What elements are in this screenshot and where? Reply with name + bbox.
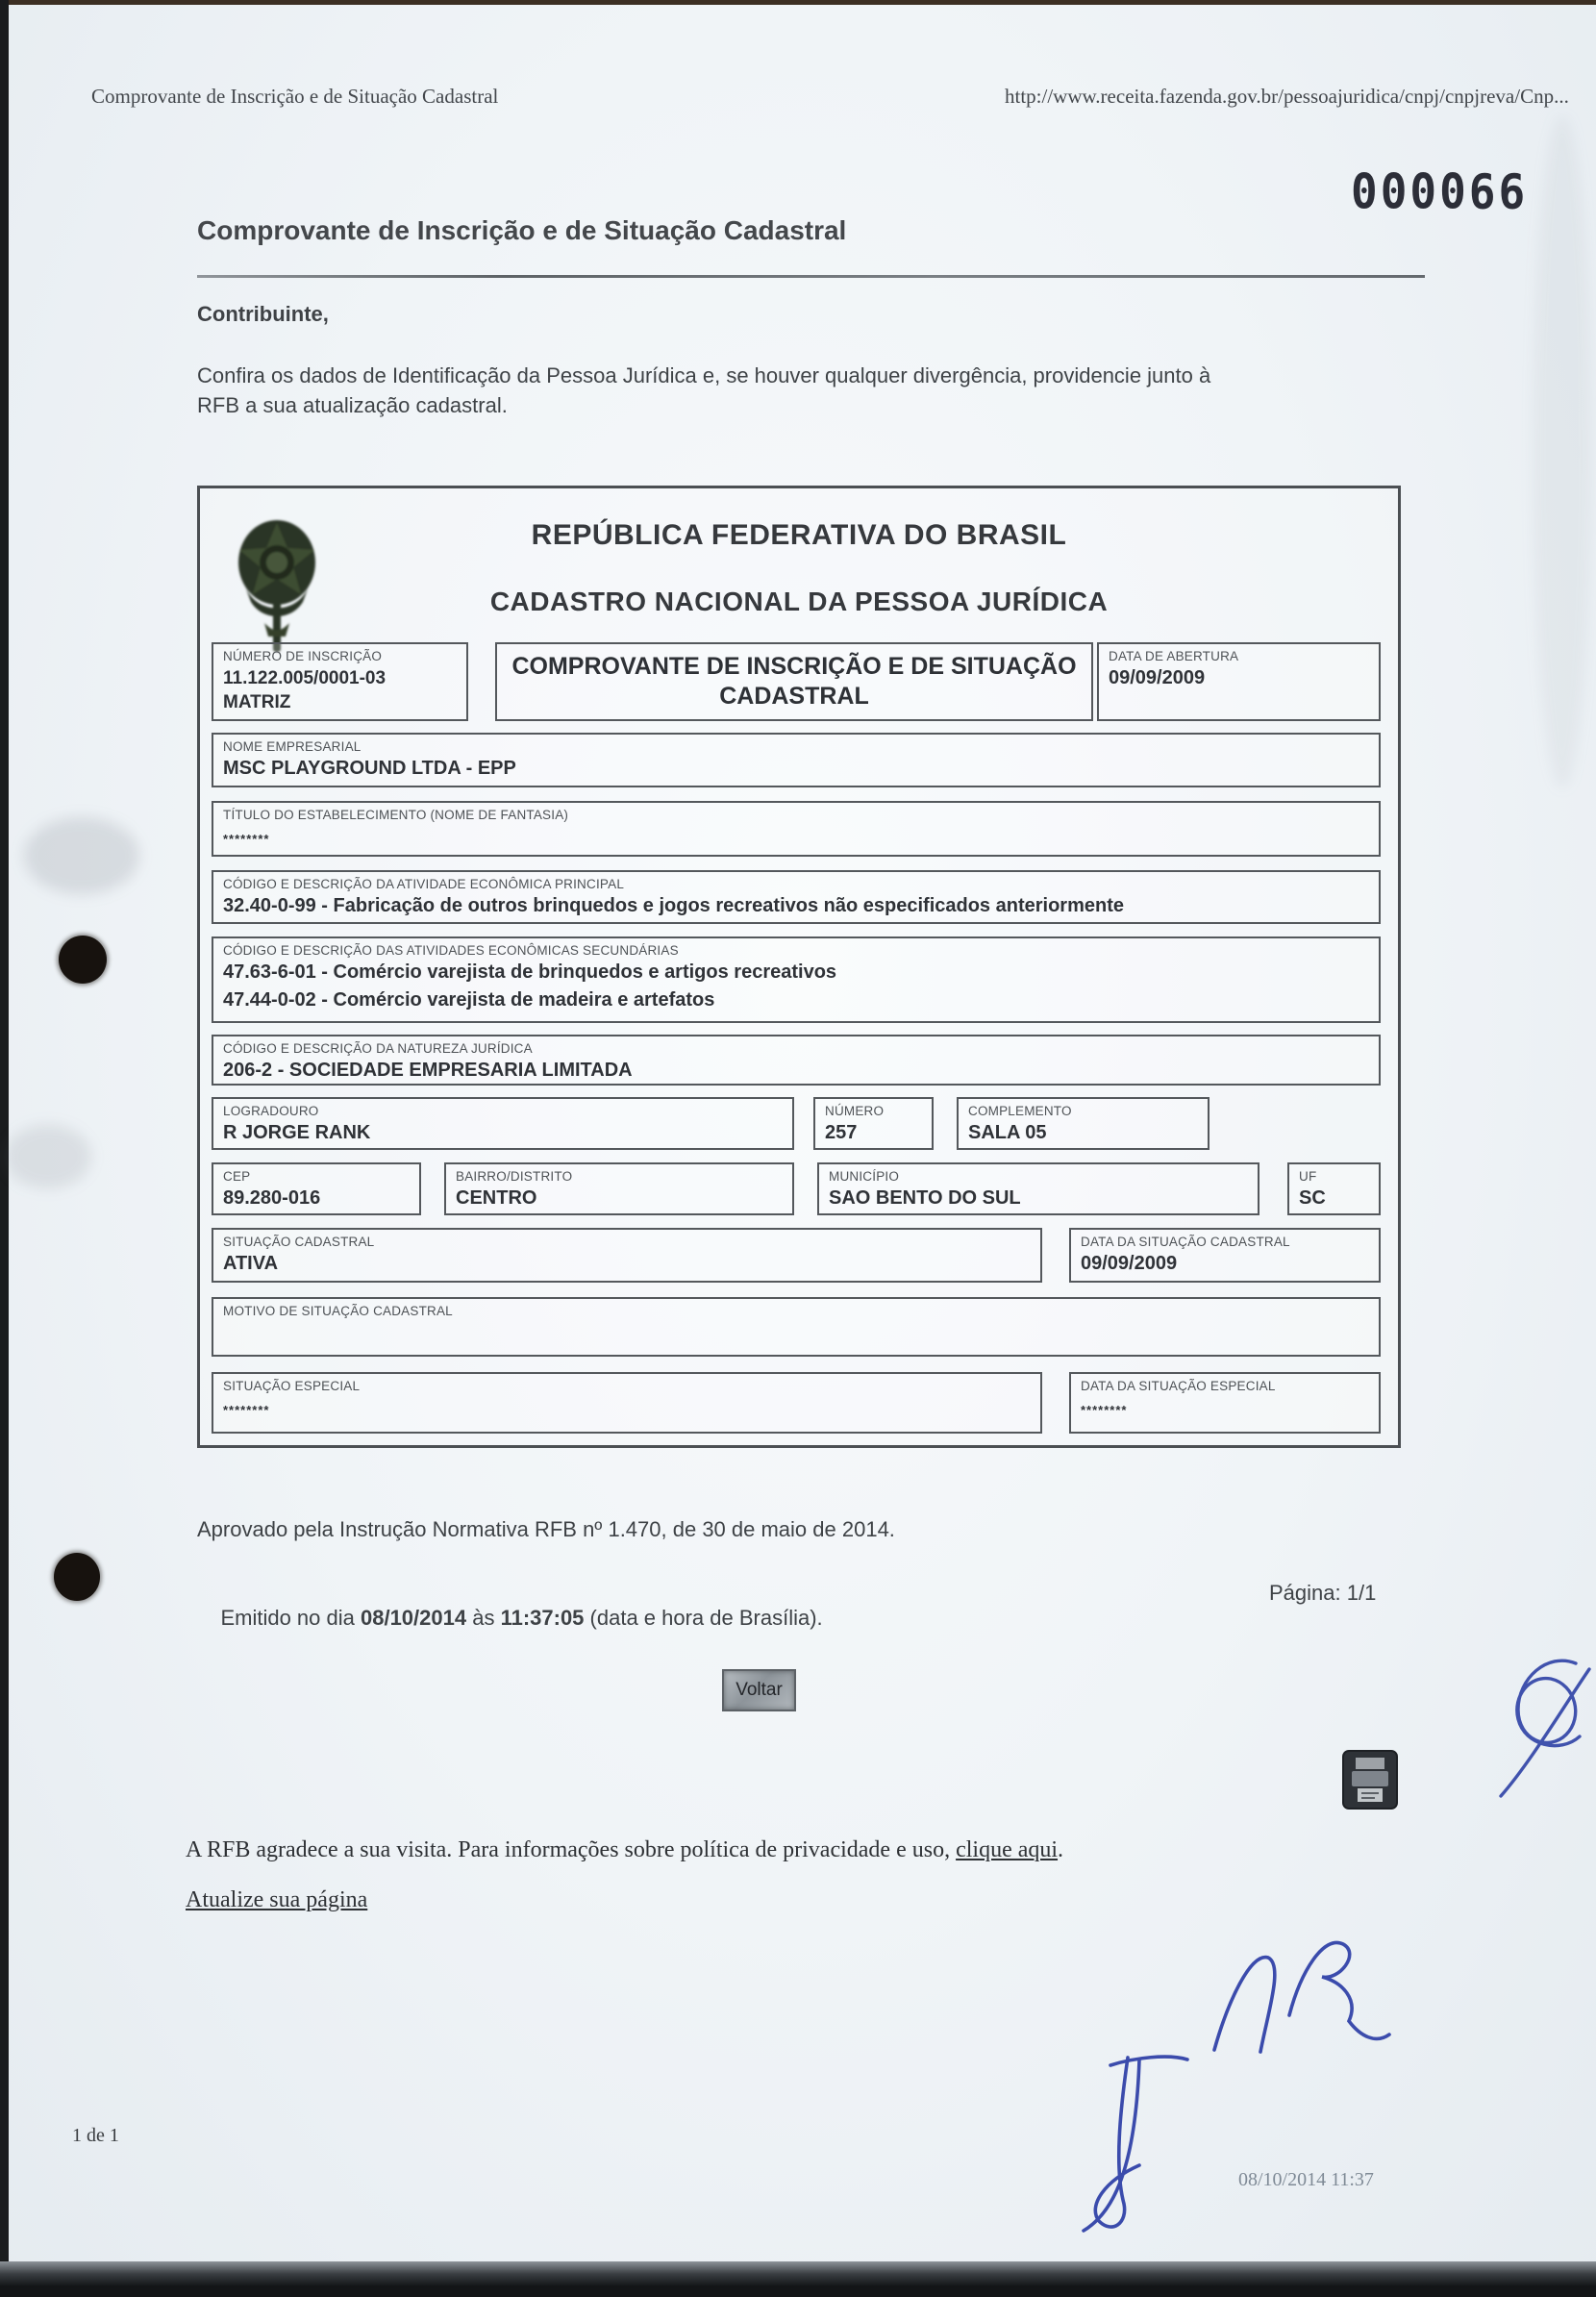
- atualize-pagina-link[interactable]: Atualize sua página: [186, 1887, 368, 1912]
- scan-edge-top: [0, 0, 1596, 5]
- print-header-title: Comprovante de Inscrição e de Situação Cadastral: [91, 85, 499, 108]
- field-value: ATIVA: [223, 1253, 279, 1274]
- scan-smudge: [24, 817, 139, 894]
- doc-type-line1: COMPROVANTE DE INSCRIÇÃO E DE SITUAÇÃO: [511, 653, 1077, 680]
- field-numero: [813, 1097, 934, 1150]
- intro-paragraph: [197, 361, 1210, 420]
- field-situacao-cadastral: [212, 1228, 1042, 1283]
- hole-punch-bottom: [54, 1553, 100, 1601]
- field-titulo-estabelecimento: [212, 801, 1381, 857]
- approval-note: Aprovado pela Instrução Normativa RFB nº 1.470, de 30 de maio de 2014.: [197, 1517, 895, 1541]
- field-label: CEP: [223, 1169, 251, 1184]
- field-label: NOME EMPRESARIAL: [223, 739, 362, 754]
- field-numero-inscricao: [212, 642, 468, 721]
- field-motivo-situacao: [212, 1297, 1381, 1357]
- field-value: ********: [223, 832, 270, 846]
- field-value: SALA 05: [968, 1122, 1047, 1143]
- field-nome-empresarial: [212, 733, 1381, 787]
- salutation: Contribuinte,: [197, 302, 329, 326]
- emitted-mid: às: [466, 1606, 501, 1630]
- emitted-date: 08/10/2014: [360, 1606, 467, 1630]
- field-bairro: [444, 1162, 794, 1215]
- field-label: SITUAÇÃO CADASTRAL: [223, 1235, 375, 1249]
- print-header-url: http://www.receita.fazenda.gov.br/pessoajuridica/cnpj/cnpjreva/Cnp...: [1005, 85, 1569, 108]
- title-divider: [197, 275, 1425, 278]
- emitted-line: [197, 1581, 823, 1656]
- field-value-sub: MATRIZ: [223, 692, 291, 712]
- pen-scribble-icon: [1484, 1650, 1596, 1837]
- field-label: NÚMERO DE INSCRIÇÃO: [223, 649, 383, 663]
- page-indicator: Página: 1/1: [1269, 1581, 1377, 1605]
- thanks-line-2: [186, 1875, 1063, 1925]
- field-value: R JORGE RANK: [223, 1122, 371, 1143]
- clique-aqui-link[interactable]: clique aqui: [956, 1837, 1059, 1862]
- emitted-time: 11:37:05: [500, 1606, 585, 1630]
- page-title: Comprovante de Inscrição e de Situação Cadastral: [197, 215, 847, 245]
- field-value: 206-2 - SOCIEDADE EMPRESARIA LIMITADA: [223, 1060, 633, 1081]
- field-value: 89.280-016: [223, 1187, 321, 1209]
- field-value: SC: [1299, 1187, 1326, 1209]
- field-situacao-especial: [212, 1372, 1042, 1434]
- hole-punch-top: [59, 936, 107, 984]
- field-doc-type: [495, 642, 1093, 721]
- thanks-text: A RFB agradece a sua visita. Para informações sobre política de privacidade e uso,: [186, 1837, 957, 1862]
- field-label: SITUAÇÃO ESPECIAL: [223, 1379, 361, 1393]
- field-label: COMPLEMENTO: [968, 1104, 1072, 1118]
- field-uf: [1287, 1162, 1381, 1215]
- doc-type-line2: CADASTRAL: [719, 683, 869, 710]
- field-value: 11.122.005/0001-03: [223, 668, 387, 688]
- intro-line-1: Confira os dados de Identificação da Pessoa Jurídica e, se houver qualquer divergência, providencie junto à: [197, 363, 1211, 387]
- field-value: 257: [825, 1122, 858, 1143]
- thanks-period: .: [1058, 1837, 1064, 1862]
- field-value: 09/09/2009: [1109, 667, 1206, 688]
- field-value: CENTRO: [456, 1187, 537, 1209]
- field-label: LOGRADOURO: [223, 1104, 319, 1118]
- field-cep: [212, 1162, 421, 1215]
- field-label: DATA DE ABERTURA: [1109, 649, 1239, 663]
- field-value: 09/09/2009: [1081, 1253, 1178, 1274]
- thanks-line-1: [186, 1825, 1063, 1875]
- print-footer-pages: 1 de 1: [72, 2125, 119, 2146]
- field-atividade-principal: [212, 870, 1381, 924]
- voltar-button[interactable]: Voltar: [722, 1669, 796, 1711]
- field-label: TÍTULO DO ESTABELECIMENTO (NOME DE FANTASIA): [223, 808, 569, 822]
- field-natureza-juridica: [212, 1035, 1381, 1086]
- field-data-situacao-especial: [1069, 1372, 1381, 1434]
- stamp-number: 000066: [1351, 162, 1529, 220]
- field-value: ********: [1081, 1403, 1128, 1417]
- certificate-registry-title: CADASTRO NACIONAL DA PESSOA JURÍDICA: [489, 587, 1109, 616]
- scan-smudge: [1534, 115, 1591, 788]
- field-value: MSC PLAYGROUND LTDA - EPP: [223, 758, 516, 779]
- thanks-paragraph: [186, 1825, 1063, 1925]
- field-label: MOTIVO DE SITUAÇÃO CADASTRAL: [223, 1304, 453, 1318]
- field-data-abertura: [1097, 642, 1381, 721]
- scan-edge-bottom: [0, 2261, 1596, 2297]
- field-label: UF: [1299, 1169, 1317, 1184]
- field-value: 47.44-0-02 - Comércio varejista de madeira e artefatos: [223, 989, 715, 1011]
- field-complemento: [957, 1097, 1209, 1150]
- field-label: MUNICÍPIO: [829, 1169, 900, 1184]
- field-label: DATA DA SITUAÇÃO ESPECIAL: [1081, 1379, 1276, 1393]
- field-label: CÓDIGO E DESCRIÇÃO DAS ATIVIDADES ECONÔMICAS SECUNDÁRIAS: [223, 943, 679, 958]
- print-footer-datetime: 08/10/2014 11:37: [1238, 2169, 1374, 2190]
- emitted-suffix: (data e hora de Brasília).: [584, 1606, 823, 1630]
- field-municipio: [817, 1162, 1259, 1215]
- field-label: BAIRRO/DISTRITO: [456, 1169, 573, 1184]
- field-value: 32.40-0-99 - Fabricação de outros brinquedos e jogos recreativos não especificados anteriormente: [223, 895, 1124, 916]
- field-value: 47.63-6-01 - Comércio varejista de brinquedos e artigos recreativos: [223, 961, 837, 983]
- field-atividades-secundarias: [212, 936, 1381, 1023]
- intro-line-2: RFB a sua atualização cadastral.: [197, 393, 508, 417]
- certificate-country-title: REPÚBLICA FEDERATIVA DO BRASIL: [531, 519, 1067, 551]
- field-label: NÚMERO: [825, 1104, 885, 1118]
- printer-icon[interactable]: [1342, 1750, 1398, 1810]
- scan-smudge: [5, 1125, 91, 1188]
- signature-ink-icon: [1043, 1923, 1437, 2250]
- field-value: SAO BENTO DO SUL: [829, 1187, 1021, 1209]
- field-label: DATA DA SITUAÇÃO CADASTRAL: [1081, 1235, 1290, 1249]
- emitted-prefix: Emitido no dia: [220, 1606, 361, 1630]
- field-label: CÓDIGO E DESCRIÇÃO DA NATUREZA JURÍDICA: [223, 1041, 533, 1056]
- field-label: CÓDIGO E DESCRIÇÃO DA ATIVIDADE ECONÔMICA PRINCIPAL: [223, 877, 625, 891]
- field-logradouro: [212, 1097, 794, 1150]
- field-data-situacao-cadastral: [1069, 1228, 1381, 1283]
- field-value: ********: [223, 1403, 270, 1417]
